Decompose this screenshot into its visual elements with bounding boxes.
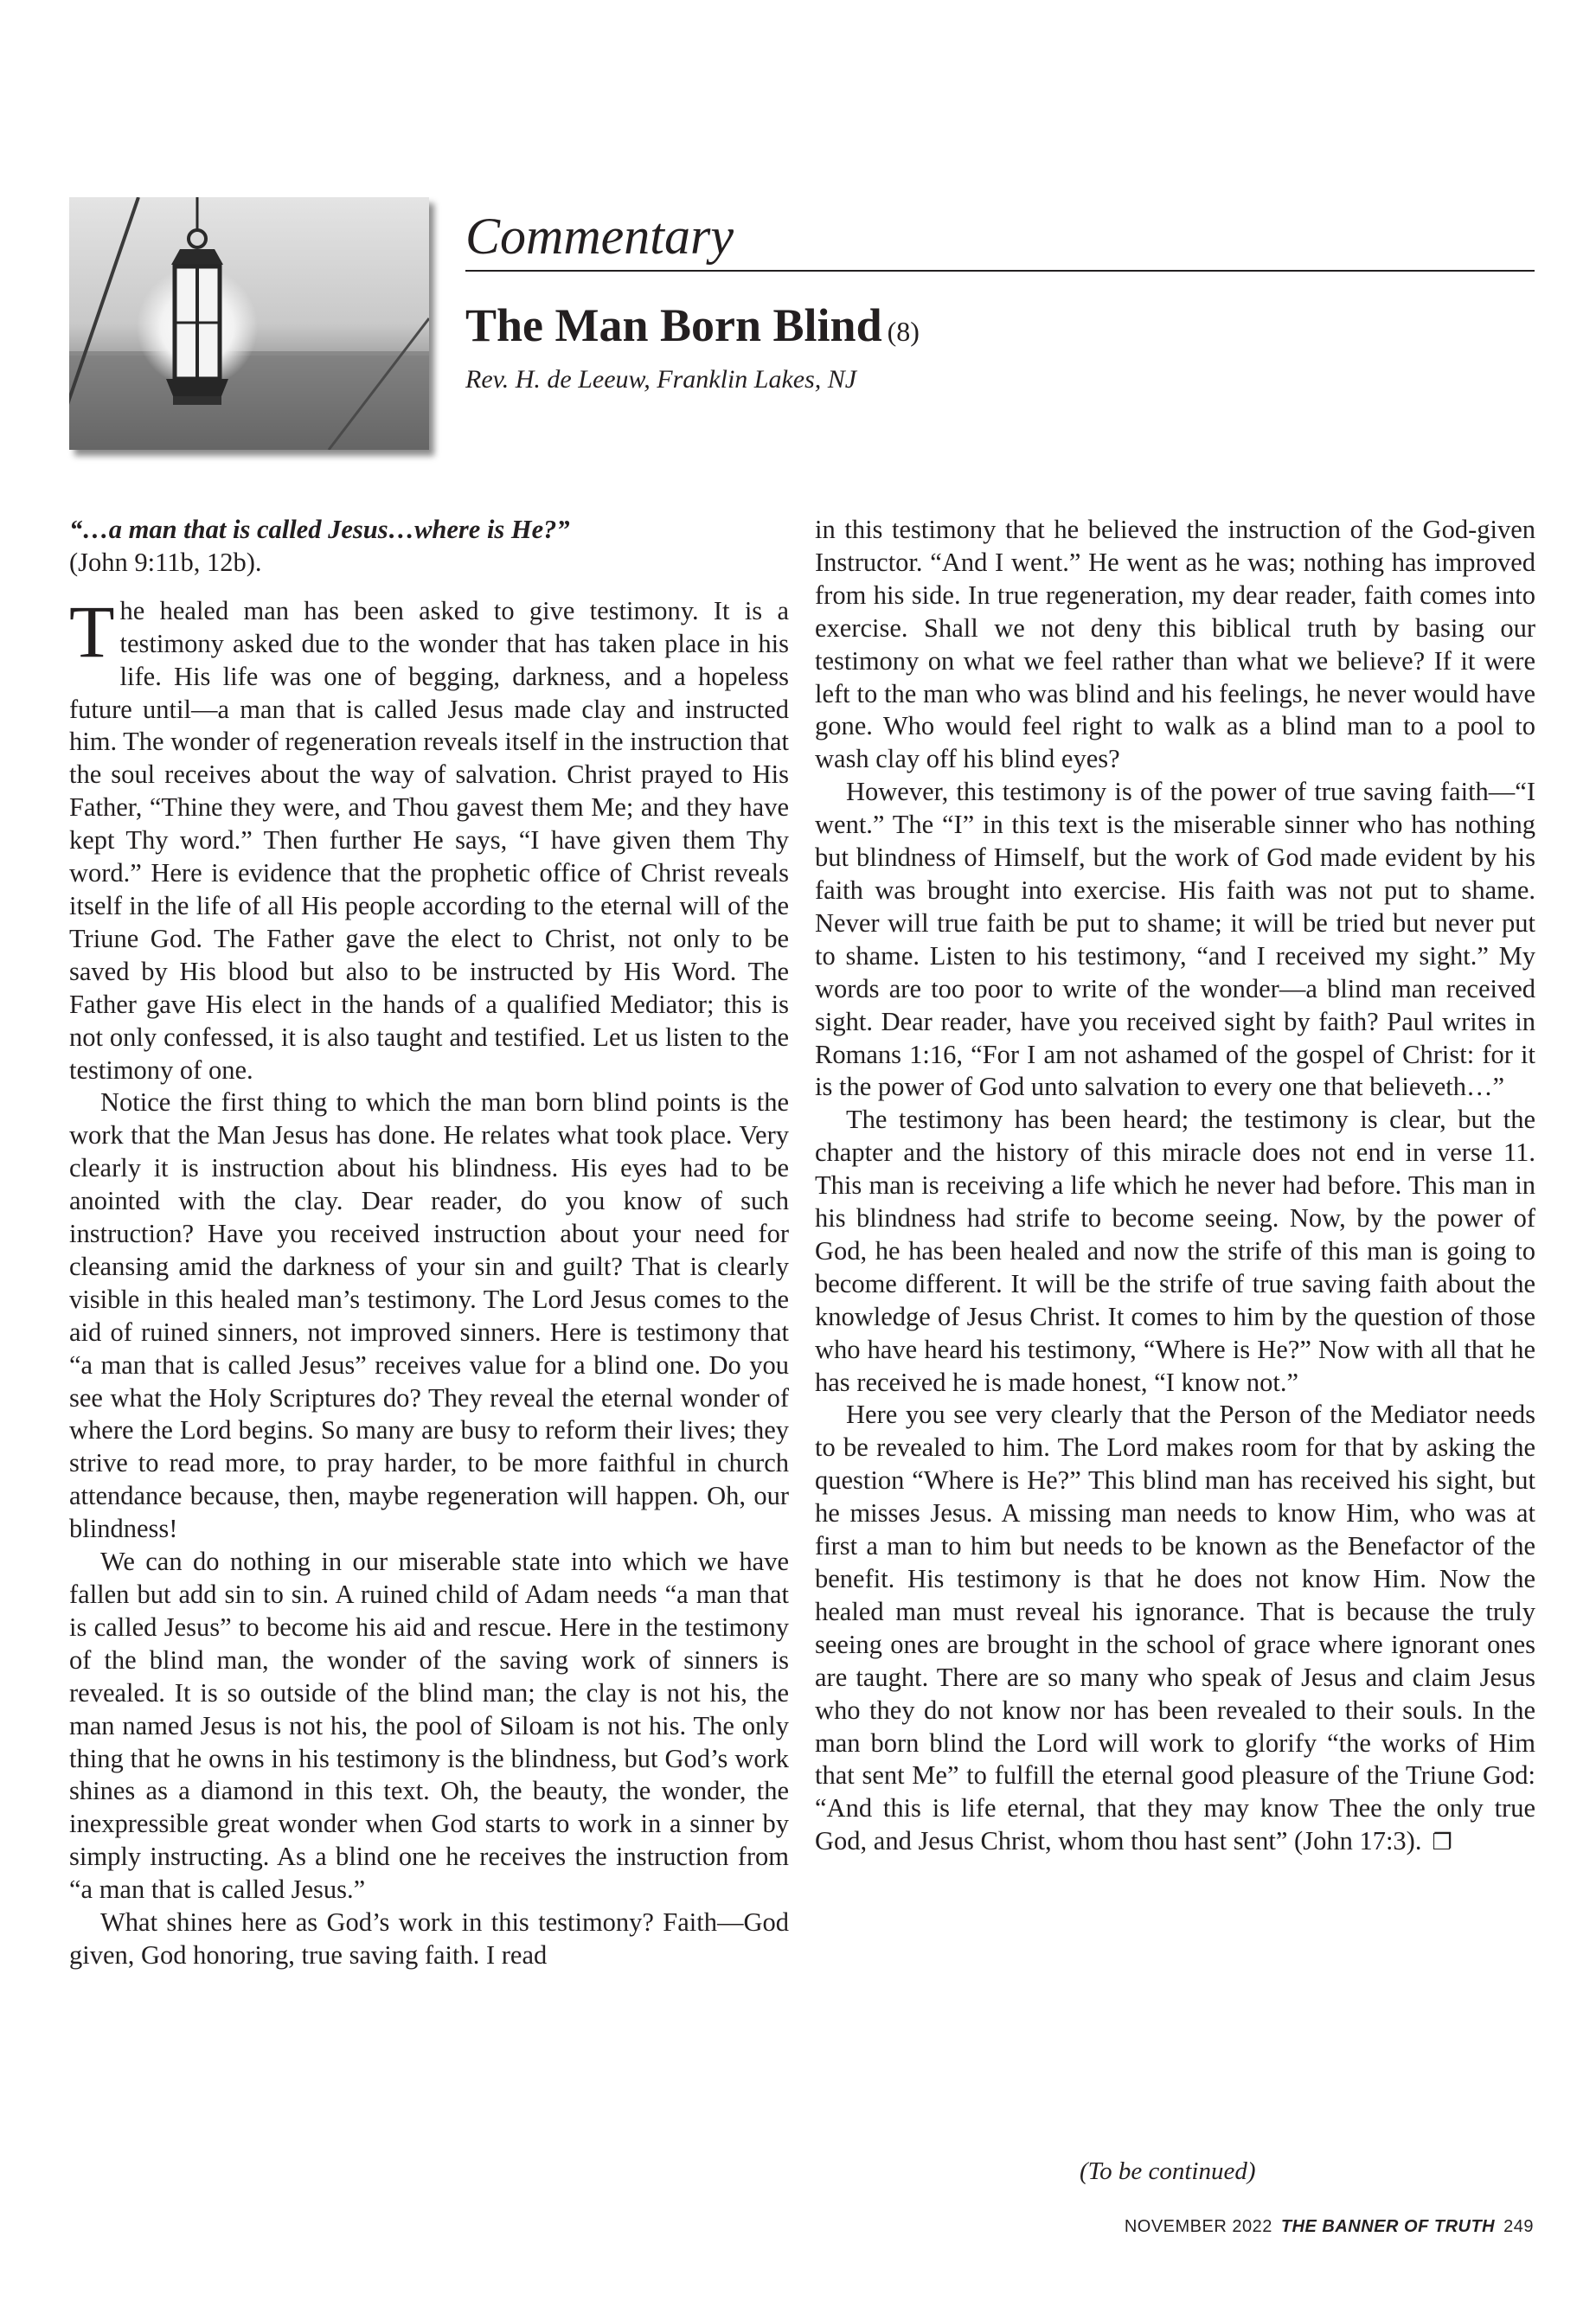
article-title-line: [465, 298, 920, 353]
section-kicker: [465, 206, 1535, 273]
left-column: [69, 514, 789, 1972]
paragraph: [815, 1399, 1535, 1860]
paragraph-text: Here you see very clearly that the Person of the Mediator needs to be revealed to him. The Lord makes room for that by asking the question “Where is He?” This blind man has received his sight, but he misses Jesus. A missing man needs to know Him, who was at first a man to him but needs to be known as the Benefactor of the benefit. His testimony is that he does not know Him. Now the healed man must reveal his ignorance. That is because the truly seeing ones are brought in the school of grace where ignorant ones are taught. There are so many who speak of Jesus and claim Jesus who they do not know nor has been revealed to their souls. In the man born blind the Lord will work to glorify “the works of Him that sent Me” to fulfill the eternal good pleasure of the Triune God: “And this is life eternal, that they may know Thee the only true God, and Jesus Christ, whom thou hast sent” (John 17:3).: [815, 1400, 1535, 1856]
kicker-label: Commentary: [465, 206, 740, 266]
footer-magazine: THE BANNER OF TRUTH: [1280, 2217, 1496, 2236]
kicker-rule: [465, 270, 1535, 272]
lantern-photo: [69, 197, 429, 450]
paragraph: Notice the first thing to which the man born blind points is the work that the Man Jesus has done. He relates what took place. Very clearly it is instruction about his blindness. His eyes had to be anointed with the clay. Dear reader, do you know of such instruction? Have you received instruction about your need for cleansing amid the darkness of your sin and guilt? That is clearly visible in this healed man’s testimony. The Lord Jesus comes to the aid of ruined sinners, not improved sinners. Here is testimony that “a man that is called Jesus” receives value for a blind one. Do you see what the Holy Scriptures do? They reveal the eternal wonder of where the Lord begins. So many are busy to reform their lives; they strive to read more, to pray harder, to be more faithful in church attendance because, then, maybe regeneration will happen. Oh, our blindness!: [69, 1087, 789, 1544]
author-byline: Rev. H. de Leeuw, Franklin Lakes, NJ: [465, 365, 857, 394]
article-title: The Man Born Blind: [465, 299, 882, 351]
epigraph: [69, 514, 789, 580]
paragraph: We can do nothing in our miserable state into which we have fallen but add sin to sin. A ruined child of Adam needs “a man that is called Jesus” to become his aid and rescue. Here in the testimony of the blind man, the wonder of the saving work of sinners is revealed. It is so outside of the blind man; the clay is not his, the man named Jesus is not his, the pool of Siloam is not his. The only thing that he owns in his testimony is the blindness, but God’s work shines as a diamond in this text. Oh, the beauty, the wonder, the inexpressible great wonder when God starts to work in a sinner by simply instructing. As a blind one he receives the instruction from “a man that is called Jesus.”: [69, 1547, 789, 1905]
paragraph: The testimony has been heard; the testimony is clear, but the chapter and the history of this miracle does not end in verse 11. This man is receiving a life which he never had before. This man in his blindness had strife to become seeing. Now, by the power of God, he has been healed and now the strife of this man is going to become different. It will be the strife of true saving faith about the knowledge of Jesus Christ. It comes to him by the question of those who have heard his testimony, “Where is He?” Now with all that he has received he is made honest, “I know not.”: [815, 1105, 1535, 1397]
paragraph: What shines here as God’s work in this testimony? Faith—God given, God honoring, true saving faith. I read: [69, 1907, 789, 1970]
paragraph-text: he healed man has been asked to give testimony. It is a testimony asked due to the wonder that has taken place in his life. His life was one of begging, darkness, and a hopeless future until—a man that is called Jesus made clay and instructed him. The wonder of regeneration reveals itself in the instruction that the soul receives about the way of salvation. Christ prayed to His Father, “Thine they were, and Thou gavest them Me; and they have kept Thy word.” Then further He says, “I have given them Thy word.” Here is evidence that the prophetic office of Christ reveals itself in the life of all His people according to the eternal will of the Triune God. The Father gave the elect to Christ, not only to be saved by His blood but also to be instructed by His Word. The Father gave His elect in the hands of a qualified Mediator; this is not only confessed, it is also taught and testified. Let us listen to the testimony of one.: [69, 595, 790, 1085]
page-footer: [1125, 2214, 1534, 2239]
lantern-icon: [69, 197, 429, 450]
paragraph: [69, 589, 790, 1087]
epigraph-quote: “…a man that is called Jesus…where is He?”: [69, 515, 570, 544]
end-mark-icon: ❐: [1432, 1830, 1452, 1856]
continued-note: (To be continued): [1080, 2157, 1256, 2185]
drop-cap: T: [69, 589, 115, 673]
page-number: 249: [1503, 2217, 1534, 2236]
right-column: [815, 514, 1535, 1860]
part-number: (8): [887, 316, 920, 347]
paragraph: in this testimony that he believed the instruction of the God-given Instructor. “And I went.” He went as he was; nothing has improved from his side. In true regeneration, my dear reader, faith comes into exercise. Shall we not deny this biblical truth by basing our testimony on what we feel rather than what we believe? If it were left to the man who was blind and his feelings, he never would have gone. Who would feel right to walk as a blind man to a pool to wash clay off his blind eyes?: [815, 515, 1535, 774]
epigraph-reference: (John 9:11b, 12b).: [69, 547, 262, 577]
paragraph: However, this testimony is of the power of true saving faith—“I went.” The “I” in this text is the miserable sinner who has nothing but blindness of Himself, but the work of God made evident by his faith was brought into exercise. His faith was not put to shame. Never will true faith be put to shame; it will be tried but never put to shame. Listen to his testimony, “and I received my sight.” My words are too poor to write of the wonder—a blind man received sight. Dear reader, have you received sight by faith? Paul writes in Romans 1:16, “For I am not ashamed of the gospel of Christ: for it is the power of God unto salvation to every one that believeth…”: [815, 777, 1535, 1102]
footer-date: NOVEMBER 2022: [1124, 2217, 1272, 2236]
